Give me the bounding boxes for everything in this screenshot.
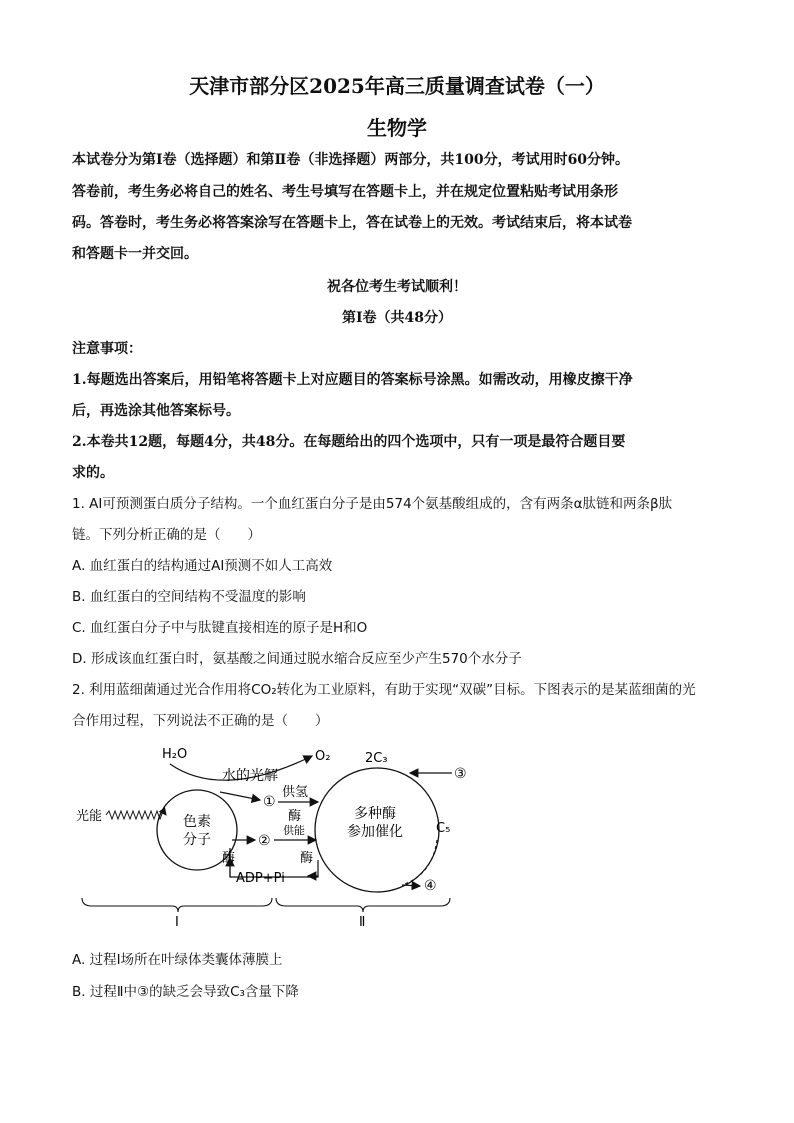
brace-stage-1 — [82, 898, 272, 912]
question-2-option-b: B. 过程Ⅱ中③的缺乏会导致C₃含量下降 — [72, 984, 299, 1000]
light-energy-label: 光能 — [76, 809, 103, 824]
h2o-label: H₂O — [162, 747, 188, 762]
wish-text: 祝各位考生考试顺利！ — [327, 279, 467, 295]
stage-2-label: Ⅱ — [359, 915, 366, 930]
pigment-label: 色素 — [183, 814, 211, 830]
supply-energy-label: 供能 — [283, 824, 305, 837]
enzymes-label: 多种酶 — [354, 806, 396, 822]
notice-heading: 注意事项： — [72, 341, 142, 357]
intro-line: 答卷前，考生务必将自己的姓名、考生号填写在答题卡上，并在规定位置粘贴考试用条形 — [72, 184, 618, 200]
question-2-stem: 合作用过程，下列说法不正确的是（ ） — [72, 713, 329, 729]
question-1-option-b: B. 血红蛋白的空间结构不受温度的影响 — [72, 589, 306, 605]
subject-title: 生物学 — [367, 116, 427, 140]
stage-1-label: Ⅰ — [175, 915, 179, 930]
intro-line: 和答题卡一并交回。 — [72, 246, 198, 262]
notice-line: 后，再选涂其他答案标号。 — [72, 403, 240, 419]
notice-line: 求的。 — [72, 465, 114, 481]
question-1-stem: 1. AI可预测蛋白质分子结构。一个血红蛋白分子是由574个氨基酸组成的，含有两条α肽链和两条β肽 — [72, 496, 673, 512]
question-1-stem: 链。下列分析正确的是（ ） — [72, 527, 261, 543]
arrow-to-1 — [220, 792, 260, 800]
question-2-option-a: A. 过程Ⅰ场所在叶绿体类囊体薄膜上 — [72, 952, 283, 968]
notice-line: 1.每题选出答案后，用铅笔将答题卡上对应题目的答案标号涂黑。如需改动，用橡皮擦干净 — [72, 372, 633, 388]
water-photolysis-label: 水的光解 — [222, 768, 278, 784]
intro-line: 码。答卷时，考生务必将答案涂写在答题卡上，答在试卷上的无效。考试结束后，将本试卷 — [72, 215, 632, 231]
question-1-option-a: A. 血红蛋白的结构通过AI预测不如人工高效 — [72, 558, 333, 574]
c3-label: 2C₃ — [365, 751, 388, 766]
c5-label: C₅ — [436, 821, 451, 836]
enzymes-label: 参加催化 — [347, 824, 403, 840]
circle-3-label: ③ — [454, 766, 467, 782]
supply-h-label: 供氢 — [282, 785, 309, 800]
o2-label: O₂ — [315, 749, 331, 764]
light-zigzag — [106, 811, 166, 819]
enzyme-right-label: 酶 — [300, 851, 314, 866]
circle-2-label: ② — [258, 833, 271, 849]
enzyme-label: 酶 — [288, 809, 302, 824]
question-1-option-c: C. 血红蛋白分子中与肽键直接相连的原子是H和O — [72, 620, 368, 636]
pigment-label: 分子 — [183, 832, 211, 848]
brace-stage-2 — [276, 898, 450, 912]
photosynthesis-diagram — [72, 740, 552, 930]
question-2-stem: 2. 利用蓝细菌通过光合作用将CO₂转化为工业原料，有助于实现“双碳”目标。下图表示的是某蓝细菌的光 — [72, 682, 696, 698]
adp-pi-label: ADP+Pi — [236, 871, 285, 886]
question-1-option-d: D. 形成该血红蛋白时，氨基酸之间通过脱水缩合反应至少产生570个水分子 — [72, 651, 522, 667]
circle-4-label: ④ — [424, 878, 437, 894]
notice-line: 2.本卷共12题，每题4分，共48分。在每题给出的四个选项中，只有一项是最符合题目要 — [72, 434, 626, 450]
circle-1-label: ① — [263, 794, 276, 810]
intro-line: 本试卷分为第Ⅰ卷（选择题）和第Ⅱ卷（非选择题）两部分，共100分，考试用时60分钟。 — [72, 152, 630, 168]
exam-title: 天津市部分区2025年高三质量调查试卷（一） — [189, 74, 605, 98]
enzyme-left-label: 酶 — [222, 851, 236, 866]
section-title: 第Ⅰ卷（共48分） — [341, 310, 453, 326]
